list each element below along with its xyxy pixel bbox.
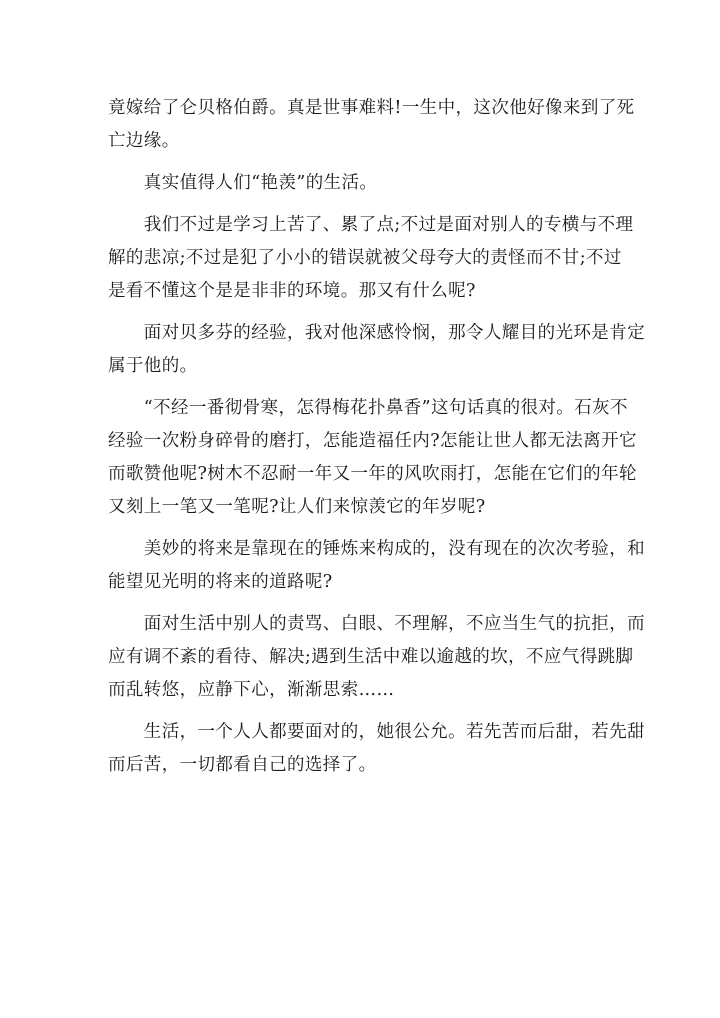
text-line: 能望见光明的将来的道路呢?: [108, 572, 333, 592]
document-page: [108, 92, 645, 782]
text-line: 而乱转悠，应静下心，渐渐思索……: [108, 680, 395, 700]
text-line: 应有调不紊的看待、解决;遇到生活中难以逾越的坎，不应气得跳脚: [108, 647, 634, 667]
text-line: 美妙的将来是靠现在的锤炼来构成的，没有现在的次次考验，和: [108, 539, 645, 559]
paragraph-4: [108, 317, 645, 383]
text-line: 解的悲凉;不过是犯了小小的错误就被父母夸大的责怪而不甘;不过: [108, 248, 622, 268]
paragraph-1: [108, 92, 635, 158]
paragraph-3: [108, 209, 634, 308]
paragraph-6: [108, 533, 645, 599]
paragraph-2: [108, 167, 613, 200]
text-line: 面对生活中别人的责骂、白眼、不理解，不应当生气的抗拒，而: [108, 614, 645, 634]
paragraph-7: [108, 608, 645, 707]
paragraph-5: [108, 392, 637, 524]
text-line: 真实值得人们“艳羡”的生活。: [108, 173, 378, 193]
text-line: “不经一番彻骨寒，怎得梅花扑鼻香”这句话真的很对。石灰不: [108, 398, 628, 418]
text-line: 经验一次粉身碎骨的磨打，怎能造福任内?怎能让世人都无法离开它: [108, 431, 637, 451]
text-line: 而歌赞他呢?树木不忍耐一年又一年的风吹雨打，怎能在它们的年轮: [108, 464, 637, 484]
paragraph-8: [108, 716, 645, 782]
text-line: 属于他的。: [108, 356, 198, 376]
text-line: 是看不懂这个是是非非的环境。那又有什么呢?: [108, 281, 476, 301]
text-line: 面对贝多芬的经验，我对他深感怜悯，那令人耀目的光环是肯定: [108, 323, 645, 343]
text-line: 亡边缘。: [108, 131, 180, 151]
text-line: 生活，一个人人都要面对的，她很公允。若先苦而后甜，若先甜: [108, 722, 645, 742]
text-line: 我们不过是学习上苦了、累了点;不过是面对别人的专横与不理: [108, 215, 634, 235]
text-line: 而后苦，一切都看自己的选择了。: [108, 755, 377, 775]
text-line: 竟嫁给了仑贝格伯爵。真是世事难料!一生中，这次他好像来到了死: [108, 98, 635, 118]
text-line: 又刻上一笔又一笔呢?让人们来惊羡它的年岁呢?: [108, 497, 486, 517]
